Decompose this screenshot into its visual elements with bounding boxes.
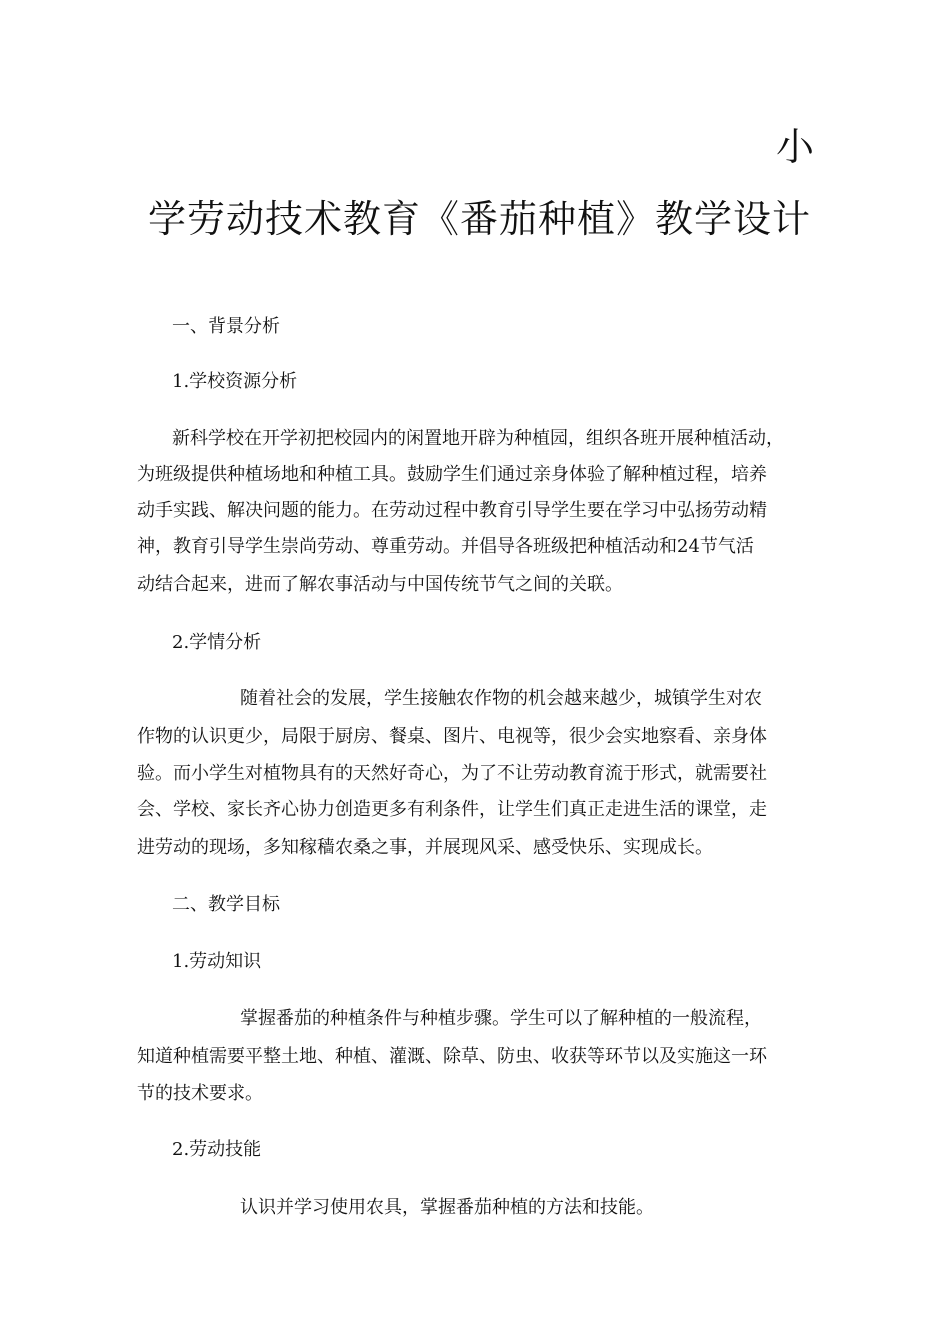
paragraph-line: 掌握番茄的种植条件与种植步骤。学生可以了解种植的一般流程， (240, 1008, 762, 1029)
document-title-part1: 小 (776, 125, 815, 169)
subheading-school-resources: 1.学校资源分析 (172, 371, 298, 392)
subheading-labor-skills: 2.劳动技能 (172, 1139, 262, 1160)
document-title-part2: 学劳动技术教育《番茄种植》教学设计 (148, 197, 812, 241)
subheading-labor-knowledge: 1.劳动知识 (172, 951, 262, 972)
subheading-student-analysis: 2.学情分析 (172, 632, 262, 653)
paragraph-line: 神，教育引导学生崇尚劳动、尊重劳动。并倡导各班级把种植活动和24节气活 (137, 536, 754, 557)
paragraph-line: 动手实践、解决问题的能力。在劳动过程中教育引导学生要在学习中弘扬劳动精 (137, 500, 767, 521)
paragraph-line: 进劳动的现场，多知稼穑农桑之事，并展现风采、感受快乐、实现成长。 (137, 837, 713, 858)
section-heading-background: 一、背景分析 (172, 316, 280, 337)
paragraph-line: 知道种植需要平整土地、种植、灌溉、除草、防虫、收获等环节以及实施这一环 (137, 1046, 767, 1067)
section-heading-teaching-goals: 二、教学目标 (172, 894, 280, 915)
paragraph-line: 随着社会的发展，学生接触农作物的机会越来越少，城镇学生对农 (240, 688, 762, 709)
paragraph-line: 认识并学习使用农具，掌握番茄种植的方法和技能。 (240, 1197, 654, 1218)
paragraph-line: 为班级提供种植场地和种植工具。鼓励学生们通过亲身体验了解种植过程，培养 (137, 464, 767, 485)
paragraph-line: 验。而小学生对植物具有的天然好奇心，为了不让劳动教育流于形式，就需要社 (137, 763, 767, 784)
paragraph-line: 动结合起来，进而了解农事活动与中国传统节气之间的关联。 (137, 574, 623, 595)
paragraph-line: 作物的认识更少，局限于厨房、餐桌、图片、电视等，很少会实地察看、亲身体 (137, 726, 767, 747)
paragraph-line: 新科学校在开学初把校园内的闲置地开辟为种植园，组织各班开展种植活动， (172, 428, 784, 449)
paragraph-line: 会、学校、家长齐心协力创造更多有利条件，让学生们真正走进生活的课堂，走 (137, 799, 767, 820)
paragraph-line: 节的技术要求。 (137, 1083, 263, 1104)
